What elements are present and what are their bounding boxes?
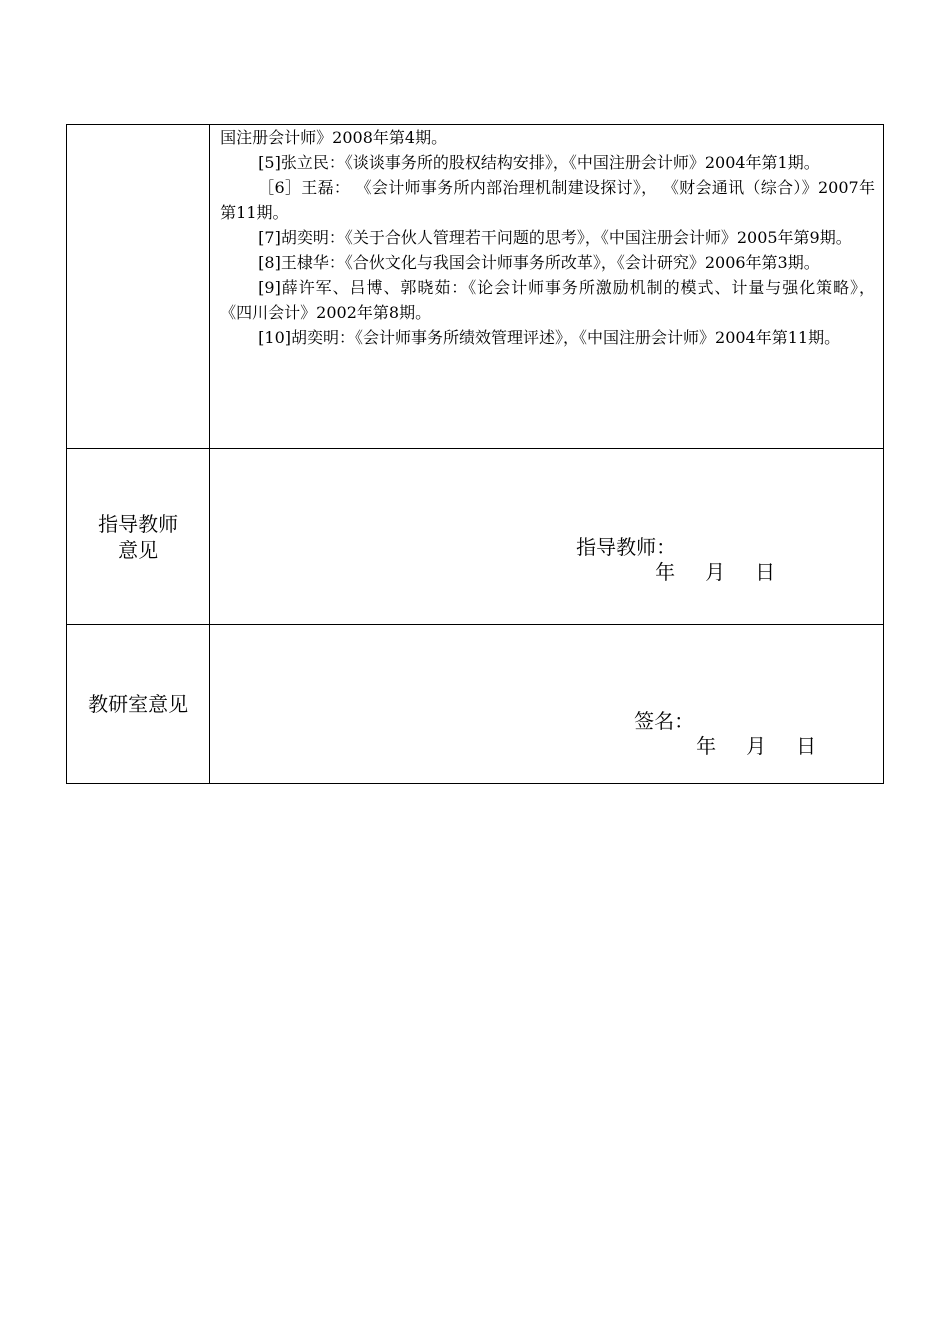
advisor-label-line2: 意见 [118,537,159,562]
reference-item: [10]胡奕明：《会计师事务所绩效管理评述》，《中国注册会计师》2004年第11期。 [258,328,841,347]
advisor-date-day: 日 [755,560,776,584]
office-opinion-label [67,625,210,784]
reference-item: [5]张立民：《谈谈事务所的股权结构安排》，《中国注册会计师》2004年第1期。 [258,153,820,172]
office-opinion-field[interactable] [210,625,884,784]
office-opinion-row [67,625,884,784]
advisor-signature-label: 指导教师： [576,535,677,559]
references-label-cell [67,125,210,449]
opinion-form-table [66,124,884,784]
advisor-label-line1: 指导教师 [98,511,179,536]
reference-item: [8]王棣华：《合伙文化与我国会计师事务所改革》，《会计研究》2006年第3期。 [258,253,820,272]
reference-item: [9]薛许军、吕博、郭晓茹：《论会计师事务所激励机制的模式、计量与强化策略》， 《四川会计》2002年第8期。 [220,278,875,322]
office-date-month: 月 [746,734,767,758]
references-row [67,125,884,449]
advisor-opinion-field[interactable] [210,449,884,625]
office-date-day: 日 [796,734,817,758]
advisor-opinion-label [67,449,210,625]
advisor-opinion-row [67,449,884,625]
advisor-date-month: 月 [705,560,726,584]
reference-item: [7]胡奕明：《关于合伙人管理若干问题的思考》，《中国注册会计师》2005年第9期。 [258,228,852,247]
reference-item: ［6］王磊： 《会计师事务所内部治理机制建设探讨》， 《财会通讯（综合）》2007年第11期。 [220,178,875,222]
office-label-text: 教研室意见 [88,692,189,716]
advisor-date [655,556,775,585]
advisor-date-year: 年 [655,560,676,584]
reference-continuation: 国注册会计师》2008年第4期。 [220,128,448,147]
office-date [696,730,816,759]
office-date-year: 年 [696,734,717,758]
references-cell [210,125,884,449]
office-signature-label: 签名： [634,709,695,733]
